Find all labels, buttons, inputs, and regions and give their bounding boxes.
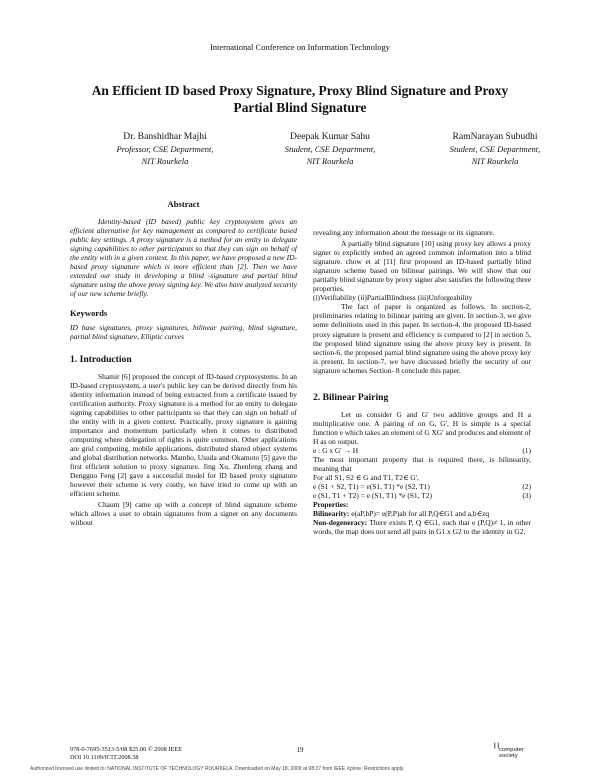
title-line-1: An Efficient ID based Proxy Signature, Proxy Blind Signature and Proxy <box>91 83 509 98</box>
author-name: Deepak Kumar Sahu <box>290 131 370 142</box>
logo-line-1: computer <box>499 747 524 753</box>
equation-3-text: e (S1, T1 + T2) = e (S1, T1) *e (S1, T2) <box>313 491 432 501</box>
abstract-text: Identity-based (ID based) public key cryptosystem gives an efficient alternative for key management as compared to certificate based public key settings. A proxy signature is a method for an entity to delegate signing capabilities to other participants so that they can sign on behalf of the entity with in a given context. In this paper, we have proposed a new ID-based proxy signature which is more efficient than [2]. Then we have extended our study in developing a blind -signature and partial blind signature using the above proxy signing key. We also have analyzed security of our new scheme briefly. <box>70 217 297 299</box>
author-institute: NIT Rourkela <box>306 156 354 166</box>
abstract-heading: Abstract <box>167 199 200 209</box>
author-institute: NIT Rourkela <box>141 156 189 166</box>
equation-1-text: e : G x G' → H <box>313 445 359 455</box>
intro-paragraph-2: Chaum [9] came up with a concept of blind signature scheme which allows a user to obtain signatures from a signer on any documents without <box>70 500 297 528</box>
footer-isbn: 978-0-7695-3513-5/08 $25.00 © 2008 IEEE <box>70 746 182 753</box>
right-paragraph-4: The fact of paper is organized as follows. In section-2, preliminaries relating to bilinear pairing are given. In section-3, we give some definitions used in this paper. In section-4, the proposed ID-based proxy signature is present and efficiency is compared to [2] in section 5, the proposed blind signature using the above proxy key is present. In section-6, the proposed partial blind signature using the above proxy key is present. In section-7, we have discussed briefly the security of our signature schemes Section- 8 conclude this paper. <box>313 302 531 375</box>
license-notice: Authorized licensed use limited to: NATIONAL INSTITUTE OF TECHNOLOGY ROURKELA. Downloaded on May 18, 2009 at 08:27 from IEEE Xplore. Restrictions apply. <box>30 766 405 772</box>
non-degeneracy-label: Non-degeneracy: <box>313 518 368 528</box>
bilinearity-label: Bilinearity: <box>313 509 350 519</box>
footer-copyright <box>70 746 182 762</box>
equation-2 <box>313 482 531 491</box>
equation-2-text: e (S1 + S2, T1) = e(S1, T1) *e (S2, T1) <box>313 482 430 492</box>
author-name: RamNarayan Subudhi <box>452 131 538 142</box>
keywords-heading: Keywords <box>70 308 108 319</box>
author-affiliation: Student, CSE Department, <box>284 144 376 154</box>
equation-1 <box>313 446 531 455</box>
author-institute: NIT Rourkela <box>471 156 519 166</box>
right-paragraph-2: A partially blind signature [10] using proxy key allows a proxy signer to explicitly embed an agreed common information into a blind signature. chow et al [11] first proposed an ID-based partially blind signature scheme based on bilinear pairings. We will show that our partially blind signature by proxy signer also satisfies the following three properties. <box>313 239 531 294</box>
footer-doi: DOI 10.1109/ICIT.2008.38 <box>70 754 139 761</box>
properties-heading: Properties: <box>313 500 349 510</box>
bilinearity-property <box>313 509 531 518</box>
bilinearity-text: e(aP,bP)= e(P,P)ab for all P,Q∈G1 and a,b∈zq <box>351 509 490 519</box>
page-number: 19 <box>296 746 304 754</box>
title-line-2: Partial Blind Signature <box>233 100 367 115</box>
keywords-text: ID base signatures, proxy signatures, bilinear pairing, blind signature, partial blind signature, Elliptic curves <box>70 322 297 341</box>
author-1 <box>75 131 255 167</box>
computer-society-logo <box>485 743 545 763</box>
bilinearity-intro: The most important property that is required there, is bilinearity, meaning that <box>313 455 531 474</box>
logo-line-2: society <box>499 753 518 759</box>
equation-1-number: (1) <box>522 445 531 455</box>
forall-line: For all S1, S2 ∈ G and T1, T2∈ G', <box>313 473 419 483</box>
logo-mark-icon: | | <box>494 743 500 749</box>
introduction-heading: 1. Introduction <box>70 353 132 365</box>
author-3 <box>405 131 585 167</box>
author-2 <box>240 131 420 167</box>
right-column <box>313 228 531 536</box>
intro-paragraph-1: Shamir [6] proposed the concept of ID-based cryptosystems. In an ID-based cryptosystem, a user's public key can be derived directly from his identity information instead of being extracted from a certificate issued by certification authority. Proxy signature is a method for an entity to delegate signing capabilities to other participants so that they can sign on behalf of the entity with in a given context. Practically, proxy signature is gaining importance and momentum particularly when it comes to distributed computing where delegation of rights is quite common. Other applications are grid computing, mobile applications, distributed shared object systems and global distribution networks. Mambo, Usuda and Okamoto [5] gave the first efficient solution to proxy signature. Jing Xu, Zhenfeng zhang and Dengguo Feng [2] gave a successful model for ID based proxy signature however their scheme is very costly, we have tried to come up with an efficient scheme. <box>70 371 297 499</box>
non-degeneracy-text: There exists P, Q ∈G1, such that e (P,Q)≠ 1, in other words, the map does not send all pairs in G1 x G2 to the identity in G2. <box>313 518 531 537</box>
author-affiliation: Student, CSE Department, <box>449 144 541 154</box>
author-affiliation: Professor, CSE Department, <box>116 144 214 154</box>
right-paragraph-1: revealing any information about the message or its signature. <box>313 228 495 237</box>
equation-3 <box>313 491 531 500</box>
left-column <box>70 200 297 527</box>
bilinear-intro: Let us consider G and G' two additive groups and H a multiplicative one. A pairing of on G, G', H is simple is a special function e which takes an element of G XG' and produces and element of H as on output. <box>313 409 531 446</box>
equation-3-number: (3) <box>522 491 531 501</box>
paper-title <box>60 82 540 116</box>
non-degeneracy-property <box>313 518 531 536</box>
conference-header: International Conference on Information Technology <box>209 42 391 52</box>
bilinear-heading: 2. Bilinear Pairing <box>313 391 389 403</box>
equation-2-number: (2) <box>522 482 531 492</box>
author-name: Dr. Banshidhar Majhi <box>123 131 207 142</box>
right-paragraph-3: (i)Verifiability (ii)PartialBlindness (iii)Unforgeability <box>313 293 473 303</box>
